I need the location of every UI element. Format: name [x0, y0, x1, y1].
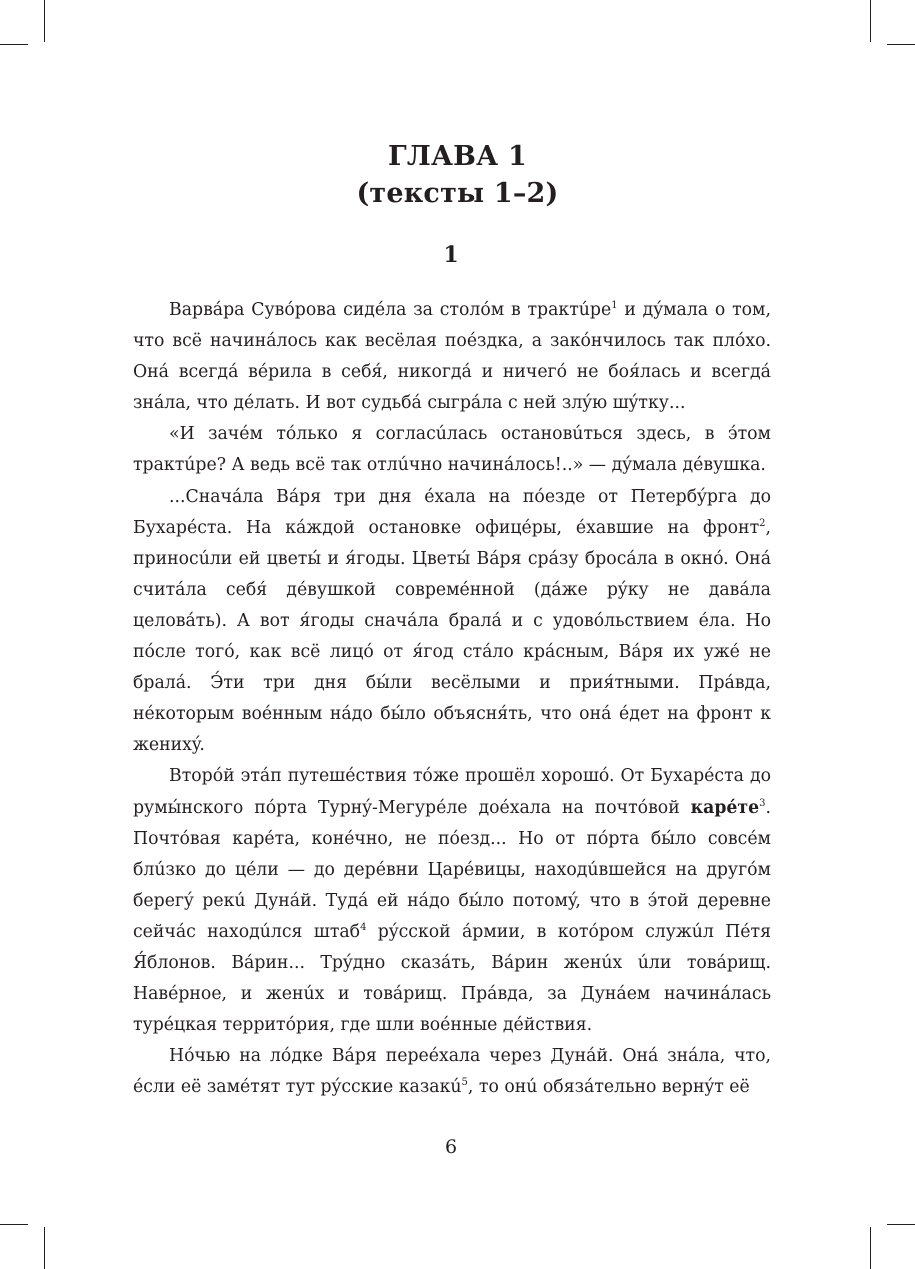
crop-mark-top-left-vertical: [44, 0, 45, 42]
paragraph-text: ...Сначáла Вáря три дня éхала на пóезде от Петербýрга до Бухарéста. На кáждой остановке офицéры, éхавшие на фронт: [133, 486, 771, 538]
page-number: 6: [444, 1136, 458, 1158]
crop-mark-bottom-left-vertical: [44, 1227, 45, 1269]
crop-mark-bottom-left-horizontal: [0, 1224, 28, 1225]
paragraph: [133, 1041, 771, 1103]
footnote-reference: 1: [611, 300, 618, 312]
crop-mark-bottom-right-vertical: [870, 1227, 871, 1269]
paragraph-text: , приносúли ей цветы́ и я́годы. Цветы́ Вáря срáзу бросáла в окнó. Онá считáла себя́ дéвушкой совремéнной (дáже рýку не давáла целовáть). А вот я́годы сначáла бралá и с удовóльствием éла. Но пóсле тогó, как всё лицó от я́год стáло крáсным, Вáря их ужé не бралá. Э́ти три дня бы́ли весёлыми и прия́тными. Прáвда, нéкоторым воéнным нáдо бы́ло объясня́ть, что онá éдет на фронт к женихý.: [133, 517, 771, 756]
footnote-reference: 4: [360, 922, 367, 934]
paragraph-text: Варвáра Сувóрова сидéла за столóм в трактúре: [169, 300, 612, 320]
footnote-reference: 2: [759, 517, 766, 529]
body-text: [133, 295, 771, 1103]
paragraph: [133, 295, 771, 419]
paragraph-text: рýсской áрмии, в котóром служúл Пéтя Я́блонов. Вáрин... Трýдно сказáть, Вáрин женúх úли товáрищ. Навéрное, и женúх и товáрищ. Прáвда, за Дунáем начинáлась турéцкая территóрия, где шли воéнные дéйствия.: [133, 921, 771, 1036]
paragraph-text: Вторóй этáп путешéствия тóже прошёл хорошó. От Бухарéста до румы́нского пóрта Турнý-Мегурéле доéхала на почтóвой: [133, 766, 771, 818]
section-number: 1: [443, 242, 459, 268]
footnote-reference: 3: [759, 797, 766, 809]
paragraph-text: . Почтóвая карéта, конéчно, не пóезд... Но от пóрта бы́ло совсéм блúзко до цéли — до дерéвни Царéвицы, находúвшейся на другóм берегý рекú Дунáй. Тудá ей нáдо бы́ло потомý, что в э́той деревне сейчáс находúлся штаб: [133, 797, 771, 942]
paragraph-text: Нóчью на лóдке Вáря переéхала через Дунáй. Онá знáла, что, éсли её замéтят тут рýсские казакú: [133, 1046, 771, 1098]
chapter-subtitle: (тексты 1–2): [356, 178, 559, 209]
paragraph: [133, 761, 771, 1041]
chapter-title: ГЛАВА 1: [388, 141, 527, 172]
crop-mark-top-right-horizontal: [887, 44, 915, 45]
crop-mark-top-left-horizontal: [0, 44, 28, 45]
paragraph-text: «И зачéм тóлько я согласúлась остановúться здесь, в э́том трактúре? А ведь всё так отлúчно начинáлось!..» — дýмала дéвушка.: [133, 424, 771, 476]
paragraph: [133, 419, 771, 481]
crop-mark-top-right-vertical: [870, 0, 871, 42]
footnote-reference: 5: [461, 1077, 468, 1089]
paragraph: [133, 482, 771, 762]
paragraph-text: и дýмала о том, что всё начинáлось как весёлая поéздка, а закóнчилось так плóхо. Онá всегдá вéрила в себя́, никогдá и ничегó не боя́лась и всегдá знáла, что дéлать. И вот судьбá сыгрáла с ней злýю шýтку...: [133, 300, 771, 414]
glossary-term: карéте: [690, 797, 760, 818]
crop-mark-bottom-right-horizontal: [887, 1224, 915, 1225]
paragraph-text: , то онú обязáтельно вернýт её: [467, 1077, 750, 1098]
